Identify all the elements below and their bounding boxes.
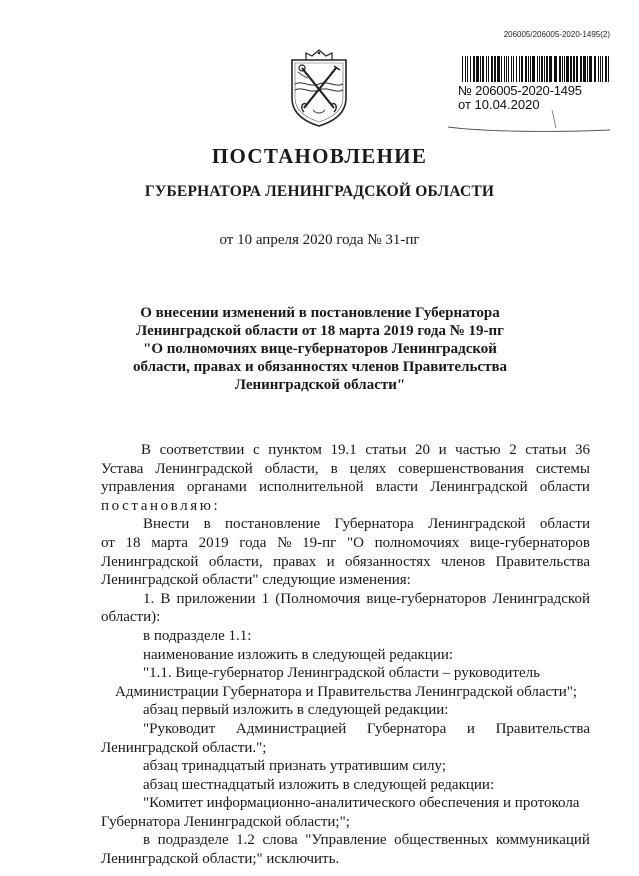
barcode-bar — [564, 56, 565, 82]
barcode-bar — [506, 56, 507, 82]
heading-line: Ленинградской области от 18 марта 2019 года № 19-пг — [136, 323, 504, 339]
word: подразделе — [157, 832, 229, 849]
word: 1 — [261, 590, 270, 607]
word: "Управление — [305, 832, 387, 849]
word: 2 — [509, 442, 517, 458]
barcode-bar — [462, 56, 463, 82]
word: Ленинградской — [492, 590, 590, 607]
body-line — [101, 515, 590, 534]
word: от — [101, 534, 115, 551]
word: коммуникаций — [495, 832, 590, 849]
word: обязанностях — [345, 553, 431, 570]
word: вице-губернаторов — [469, 534, 590, 551]
barcode-bar — [600, 56, 601, 82]
barcode-bar — [528, 56, 529, 82]
barcode-bar — [480, 56, 481, 82]
barcode-bar — [544, 56, 545, 82]
word: системы — [535, 460, 590, 477]
word: Внести — [143, 516, 190, 533]
barcode-bar — [594, 56, 596, 82]
word: Ленинградской — [430, 479, 528, 496]
barcode-bar — [491, 56, 493, 82]
document-issuer: ГУБЕРНАТОРА ЛЕНИНГРАДСКОЙ ОБЛАСТИ — [144, 183, 495, 200]
barcode-bar — [554, 56, 557, 82]
word: 19-пг — [302, 534, 337, 551]
word: "О — [346, 534, 364, 551]
body-line: Ленинградской области" следующие изменения: — [101, 572, 411, 589]
word: частью — [455, 442, 501, 458]
word: управления — [101, 479, 175, 496]
barcode-bar — [488, 56, 489, 82]
word: Устава — [101, 460, 144, 477]
body-line: абзац тринадцатый признать утратившим силу; — [143, 758, 446, 775]
body-line: абзац шестнадцатый изложить в следующей редакции: — [143, 776, 495, 793]
barcode-bar — [539, 56, 540, 82]
barcode-bar — [559, 56, 561, 82]
barcode-bar — [576, 56, 578, 82]
barcode-bar — [482, 56, 484, 82]
body-line-decree: постановляю: — [101, 497, 221, 514]
barcode-bar — [465, 56, 466, 82]
word: 18 — [125, 534, 141, 551]
barcode-bar — [608, 56, 609, 82]
word: власти — [375, 479, 419, 496]
word: года — [239, 534, 267, 551]
word: членов — [440, 553, 486, 570]
barcode-bar — [562, 56, 563, 82]
word: и — [326, 553, 335, 570]
word: Ленинградской — [155, 460, 253, 477]
barcode-bar — [583, 56, 586, 82]
barcode-bar — [497, 56, 500, 82]
word: приложении — [176, 590, 256, 607]
body-line — [101, 478, 590, 497]
barcode-bar — [519, 56, 520, 82]
body-line: Ленинградской области."; — [101, 739, 267, 756]
word: № — [277, 534, 292, 551]
body-line: Губернатора Ленинградской области;"; — [101, 813, 350, 830]
barcode-bar — [573, 56, 575, 82]
heading-line: области, правах и обязанностях членов Правительства — [132, 359, 508, 375]
word: области — [539, 516, 590, 533]
body-line: наименование изложить в следующей редакции: — [143, 646, 454, 663]
body-line — [101, 831, 590, 850]
word: Губернатора — [334, 516, 414, 533]
barcode-bar — [580, 56, 582, 82]
word: Правительства — [495, 720, 590, 737]
word: Администрацией — [235, 720, 347, 737]
barcode-bar — [530, 56, 531, 82]
heading-line: О внесении изменений в постановление Губернатора — [140, 305, 500, 321]
body-line: абзац первый изложить в следующей редакции: — [143, 702, 449, 719]
registration-date: от 10.04.2020 — [458, 97, 540, 112]
body-line — [101, 441, 590, 460]
word: органами — [186, 479, 247, 496]
barcode-bar — [501, 56, 502, 82]
barcode-bar — [587, 56, 588, 82]
barcode-bar — [541, 56, 543, 82]
heading-line: Ленинградской области" — [234, 377, 406, 393]
word: В — [141, 442, 152, 458]
barcode-bar — [570, 56, 572, 82]
word: в — [143, 832, 151, 849]
barcode-bar — [476, 56, 479, 82]
document-heading — [100, 304, 540, 394]
barcode-bar — [521, 56, 523, 82]
barcode-bar — [473, 56, 475, 82]
handwritten-underline — [440, 97, 620, 140]
barcode-bar — [525, 56, 527, 82]
word: в — [203, 516, 211, 533]
barcode-bar — [486, 56, 487, 82]
barcode-bar — [605, 56, 607, 82]
barcode-bar — [532, 56, 535, 82]
body-line — [101, 553, 590, 572]
word: Правительства — [495, 553, 590, 570]
body-line: "Комитет информационно-аналитического обеспечения и протокола — [143, 795, 580, 812]
word: общественных — [394, 832, 489, 849]
word: постановление — [224, 516, 321, 533]
word: соответствии — [159, 442, 245, 458]
word: 1. — [143, 590, 155, 607]
word: статьи — [525, 442, 567, 458]
word: 20 — [414, 442, 430, 458]
barcode-bar — [598, 56, 599, 82]
barcode-bar — [504, 56, 505, 82]
word: с — [252, 442, 260, 458]
body-line — [101, 720, 590, 739]
word: вице-губернаторов — [366, 590, 487, 607]
word: правах — [273, 553, 317, 570]
barcode-bar — [589, 56, 592, 82]
barcode-bar — [508, 56, 509, 82]
body-line: в подразделе 1.1: — [143, 627, 252, 644]
document-body — [101, 441, 590, 869]
barcode-bar — [602, 56, 603, 82]
word: 2019 — [198, 534, 229, 551]
word: исполнительной — [258, 479, 364, 496]
word: Губернатора — [366, 720, 447, 737]
word: совершенствования — [398, 460, 524, 477]
barcode-bar — [513, 56, 514, 82]
word: "Руководит — [143, 720, 216, 737]
word: Ленинградской — [428, 516, 526, 533]
document-reference: 206005/206005-2020-1495(2) — [503, 30, 610, 39]
coat-of-arms-emblem — [288, 48, 350, 128]
barcode-bar — [546, 56, 548, 82]
registration-number: № 206005-2020-1495 — [458, 83, 582, 98]
body-line — [101, 534, 590, 553]
body-line: Администрации Губернатора и Правительства Ленинградской области"; — [115, 683, 578, 700]
word: области, — [264, 460, 319, 477]
barcode-bar — [494, 56, 496, 82]
barcode-bar — [537, 56, 538, 82]
word: области — [539, 479, 590, 496]
word: и — [466, 720, 475, 737]
document-title: ПОСТАНОВЛЕНИЕ — [211, 144, 428, 168]
word: полномочиях — [374, 534, 460, 551]
word: 1.2 — [236, 832, 255, 849]
word: 36 — [574, 442, 590, 458]
body-line: области): — [101, 609, 161, 626]
barcode — [462, 56, 610, 82]
word: 19.1 — [330, 442, 357, 458]
barcode-bar — [470, 56, 471, 82]
barcode-bar — [549, 56, 552, 82]
word: статьи — [365, 442, 407, 458]
word: целях — [349, 460, 387, 477]
document-date-number: от 10 апреля 2020 года № 31-пг — [219, 232, 420, 248]
heading-line: "О полномочиях вице-губернаторов Ленинградской — [143, 341, 497, 357]
word: (Полномочия — [275, 590, 361, 607]
word: области, — [208, 553, 263, 570]
barcode-bar — [566, 56, 569, 82]
word: слова — [262, 832, 298, 849]
word: марта — [151, 534, 188, 551]
body-line — [101, 460, 590, 479]
body-line: "1.1. Вице-губернатор Ленинградской области – руководитель — [143, 665, 540, 682]
word: Ленинградской — [101, 553, 199, 570]
word: и — [438, 442, 447, 458]
barcode-bar — [516, 56, 517, 82]
word: В — [160, 590, 171, 607]
barcode-bar — [511, 56, 512, 82]
body-line: Ленинградской области;" исключить. — [101, 851, 340, 868]
body-line — [101, 590, 590, 609]
word: пунктом — [268, 442, 322, 458]
barcode-bar — [467, 56, 468, 82]
word: в — [330, 460, 338, 477]
